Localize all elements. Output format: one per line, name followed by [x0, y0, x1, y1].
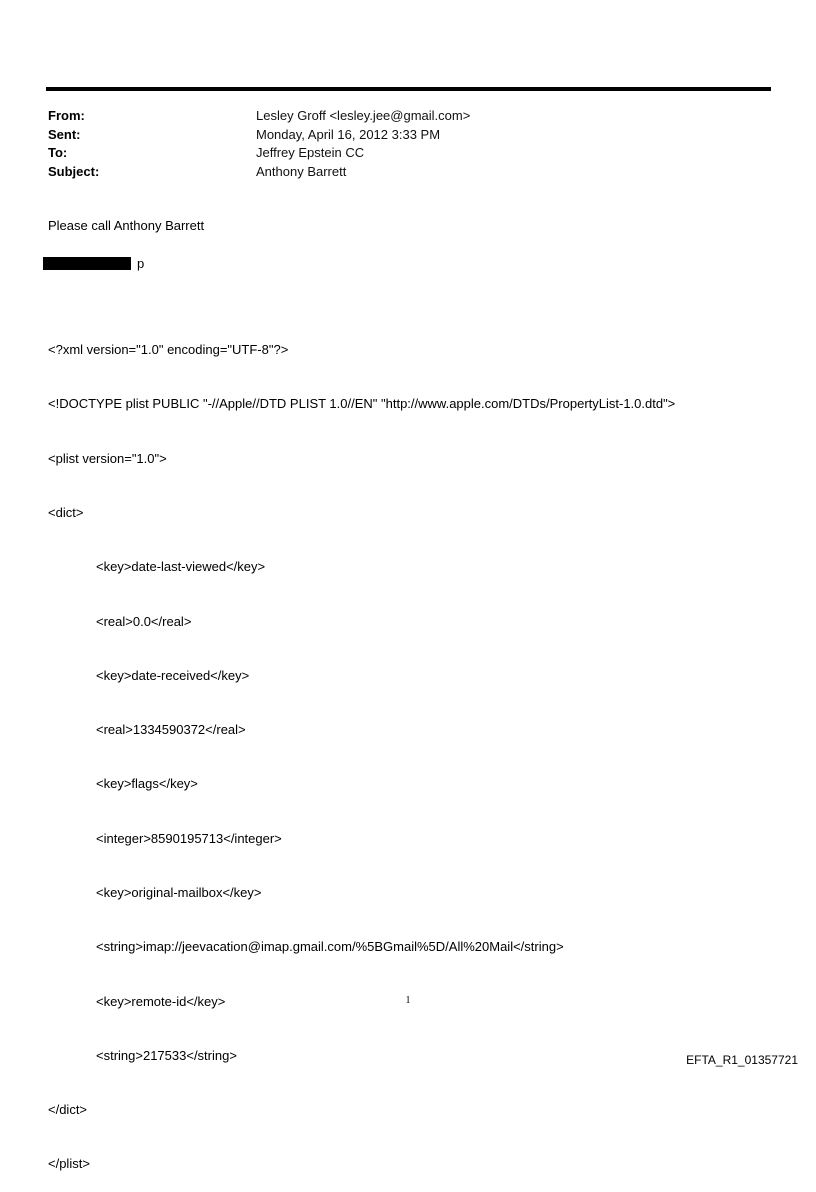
plist-line: <string>217533</string> [96, 1047, 237, 1063]
plist-line: <real>1334590372</real> [96, 722, 246, 738]
plist-block [48, 305, 675, 1192]
plist-line: </dict> [48, 1102, 88, 1118]
subject-row [48, 163, 748, 182]
from-row [48, 107, 748, 126]
to-row [48, 144, 748, 163]
header-rule [46, 87, 771, 91]
plist-line: <real>0.0</real> [96, 613, 192, 629]
from-label: From: [48, 108, 85, 123]
plist-line: <key>remote-id</key> [96, 993, 226, 1009]
plist-line: <?xml version="1.0" encoding="UTF-8"?> [48, 342, 289, 358]
redacted-line [43, 255, 144, 271]
message-body: Please call Anthony Barrett [48, 218, 205, 233]
plist-line: <key>flags</key> [96, 776, 198, 792]
subject-value: Anthony Barrett [256, 163, 347, 179]
plist-line: <dict> [48, 505, 84, 521]
from-value: Lesley Groff <lesley.jee@gmail.com> [256, 108, 471, 123]
email-header [48, 107, 748, 181]
redacted-suffix: p [137, 255, 145, 271]
plist-line: <key>date-last-viewed</key> [96, 559, 266, 575]
sent-row [48, 126, 748, 145]
page-number: 1 [405, 995, 411, 1006]
plist-line: <integer>8590195713</integer> [96, 830, 282, 846]
plist-line: <string>imap://jeevacation@imap.gmail.com/%5BGmail%5D/All%20Mail</string> [96, 939, 564, 955]
plist-line: <plist version="1.0"> [48, 450, 167, 466]
sent-value: Monday, April 16, 2012 3:33 PM [256, 126, 441, 142]
subject-label: Subject: [48, 163, 100, 179]
redaction-box [43, 257, 131, 270]
plist-line: <!DOCTYPE plist PUBLIC "-//Apple//DTD PLIST 1.0//EN" "http://www.apple.com/DTDs/PropertyList-1.0.dtd"> [48, 396, 676, 412]
to-value: Jeffrey Epstein CC [256, 145, 365, 160]
to-label: To: [48, 145, 68, 160]
plist-line: <key>date-received</key> [96, 667, 250, 683]
document-id: EFTA_R1_01357721 [686, 1053, 798, 1067]
sent-label: Sent: [48, 126, 81, 142]
plist-line: <key>original-mailbox</key> [96, 885, 262, 900]
plist-line: </plist> [48, 1156, 90, 1172]
